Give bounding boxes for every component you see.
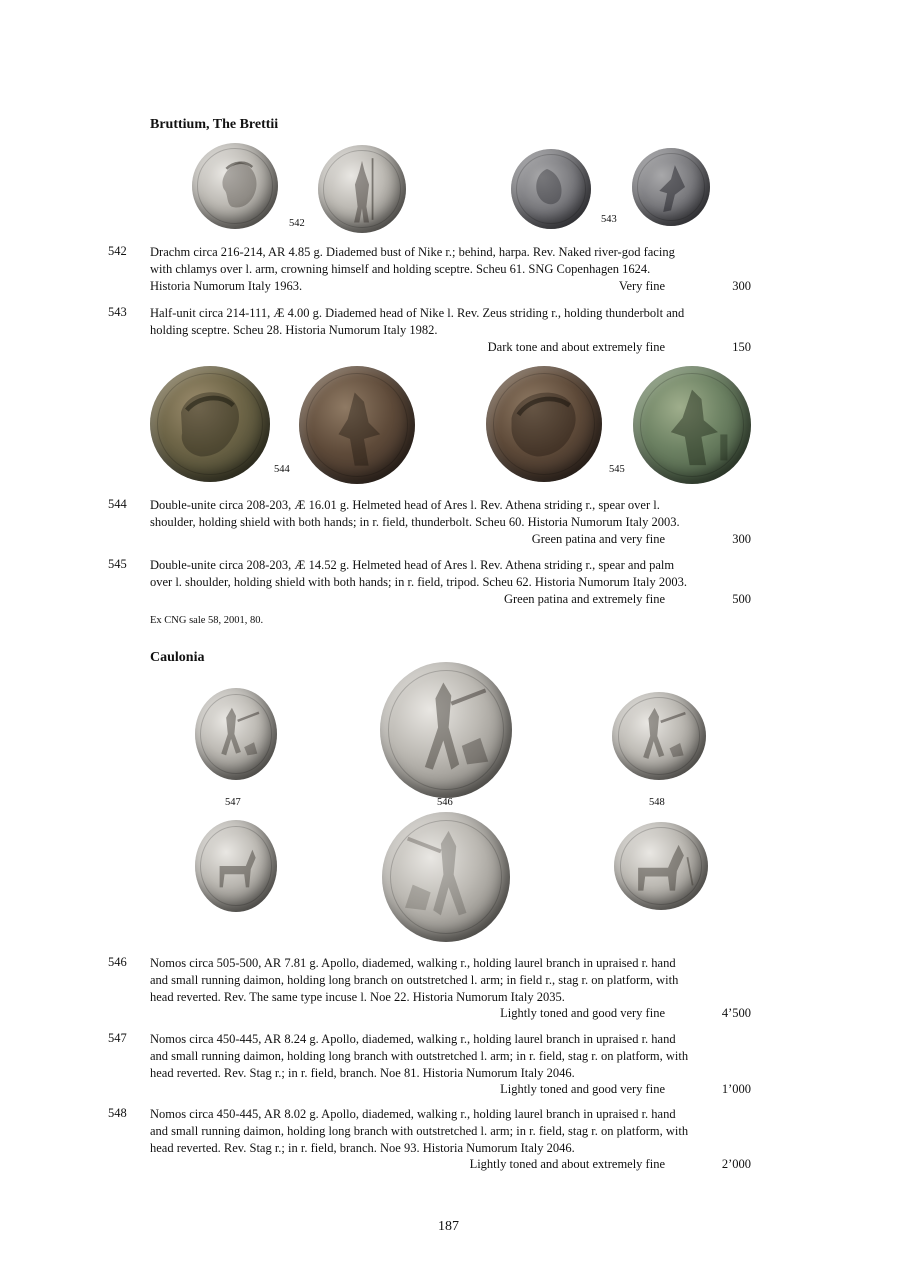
lot-number-544: 544 [108,497,127,511]
lot-542-grade: Very fine [618,278,665,293]
lot-number-542: 542 [108,244,127,258]
lot-544-price: 300 [732,531,751,546]
lot-546-line-1: Nomos circa 505-500, AR 7.81 g. Apollo, diademed, walking r., holding laurel branch in upraised r. hand [150,956,676,970]
lot-542-line-2: with chlamys over l. arm, crowning himself and holding sceptre. Scheu 61. SNG Copenhagen 1624. [150,261,651,276]
lot-548-price: 2’000 [721,1157,751,1172]
section-title-caulonia: Caulonia [150,650,205,665]
coin-label-544: 544 [274,464,290,475]
lot-number-546: 546 [108,955,127,969]
coin-546-obverse-image [380,662,512,798]
coin-542-reverse-image [318,145,406,233]
lot-description-545 [150,557,751,608]
lot-545-provenance-note: Ex CNG sale 58, 2001, 80. [150,615,264,626]
page-number: 187 [438,1219,459,1234]
lot-number-543: 543 [108,305,127,319]
lot-544-grade-line [150,531,751,548]
lot-544-line-1: Double-unite circa 208-203, Æ 16.01 g. Helmeted head of Ares l. Rev. Athena striding r., spear over l. [150,498,660,512]
coin-546-reverse-image [382,812,510,942]
lot-description-546 [150,955,751,1022]
lot-546-grade-line [150,1005,751,1022]
coin-545-obverse-image [486,366,602,482]
lot-542-line-1: Drachm circa 216-214, AR 4.85 g. Diademed bust of Nike r.; behind, harpa. Rev. Naked river-god facing [150,245,675,259]
lot-description-542 [150,244,751,295]
lot-544-grade: Green patina and very fine [531,531,665,546]
coin-543-obverse-image [511,149,591,229]
lot-543-line-2: holding sceptre. Scheu 28. Historia Numorum Italy 1982. [150,322,438,337]
lot-547-line-1: Nomos circa 450-445, AR 8.24 g. Apollo, diademed, walking r., holding laurel branch in upraised r. hand [150,1032,676,1046]
lot-545-grade: Green patina and extremely fine [503,591,665,606]
coin-547-obverse-image [195,688,277,780]
coin-544-reverse-image [299,366,415,484]
lot-545-line-2: over l. shoulder, holding shield with both hands; in r. field, tripod. Scheu 62. Historia Numorum Italy 2003. [150,574,687,589]
lot-547-grade: Lightly toned and good very fine [500,1082,665,1097]
lot-543-line-1: Half-unit circa 214-111, Æ 4.00 g. Diademed head of Nike l. Rev. Zeus striding r., holding thunderbolt and [150,306,685,320]
coin-label-543: 543 [601,214,617,225]
lot-547-line-2: and small running daimon, holding long branch with outstretched l. arm; in r. field, stag r. on platform, with [150,1048,689,1063]
lot-number-545: 545 [108,557,127,571]
lot-543-price: 150 [732,339,751,354]
coin-label-545: 545 [609,464,625,475]
lot-548-grade: Lightly toned and about extremely fine [469,1157,665,1172]
section-title-bruttium: Bruttium, The Brettii [150,117,279,132]
lot-546-price: 4’500 [721,1006,751,1021]
lot-number-547: 547 [108,1031,127,1045]
coin-543-reverse-image [632,148,710,226]
lot-543-grade-line [150,339,751,356]
lot-542-line-3 [150,278,751,295]
lot-description-543 [150,305,751,356]
lot-544-line-2: shoulder, holding shield with both hands; in r. field, thunderbolt. Scheu 60. Historia Numorum Italy 2003. [150,514,680,529]
lot-548-line-3: head reverted. Rev. Stag r.; in r. field, branch. Noe 93. Historia Numorum Italy 2046. [150,1140,575,1155]
lot-number-548: 548 [108,1106,127,1120]
lot-542-price: 300 [732,278,751,293]
coin-545-reverse-image [633,366,751,484]
coin-544-obverse-image [150,366,270,482]
lot-548-line-2: and small running daimon, holding long branch with outstretched l. arm; in r. field, stag r. on platform, with [150,1123,689,1138]
lot-545-line-1: Double-unite circa 208-203, Æ 14.52 g. Helmeted head of Ares l. Rev. Athena striding r., spear and palm [150,558,675,572]
lot-547-line-3: head reverted. Rev. Stag r.; in r. field, branch. Noe 81. Historia Numorum Italy 2046. [150,1065,575,1080]
coin-548-obverse-image [612,692,706,780]
lot-543-grade: Dark tone and about extremely fine [487,339,665,354]
lot-description-548 [150,1106,751,1173]
lot-545-grade-line [150,591,751,608]
lot-description-547 [150,1031,751,1098]
lot-547-grade-line [150,1081,751,1098]
lot-547-price: 1’000 [721,1082,751,1097]
lot-548-grade-line [150,1156,751,1173]
coin-label-547: 547 [225,797,241,808]
coin-label-546: 546 [437,797,453,808]
lot-546-line-2: and small running daimon, holding long branch on outstretched l. arm; in field r., stag r. on platform, with [150,972,679,987]
lot-545-price: 500 [732,591,751,606]
coin-label-542: 542 [289,218,305,229]
lot-546-grade: Lightly toned and good very fine [500,1006,665,1021]
lot-description-544 [150,497,751,548]
coin-547-reverse-image [195,820,277,912]
coin-548-reverse-image [614,822,708,910]
coin-542-obverse-image [192,143,278,229]
lot-548-line-1: Nomos circa 450-445, AR 8.02 g. Apollo, diademed, walking r., holding laurel branch in upraised r. hand [150,1107,676,1121]
lot-542-line-3-text: Historia Numorum Italy 1963. [150,278,303,293]
lot-546-line-3: head reverted. Rev. The same type incuse l. Noe 22. Historia Numorum Italy 2035. [150,989,565,1004]
coin-label-548: 548 [649,797,665,808]
